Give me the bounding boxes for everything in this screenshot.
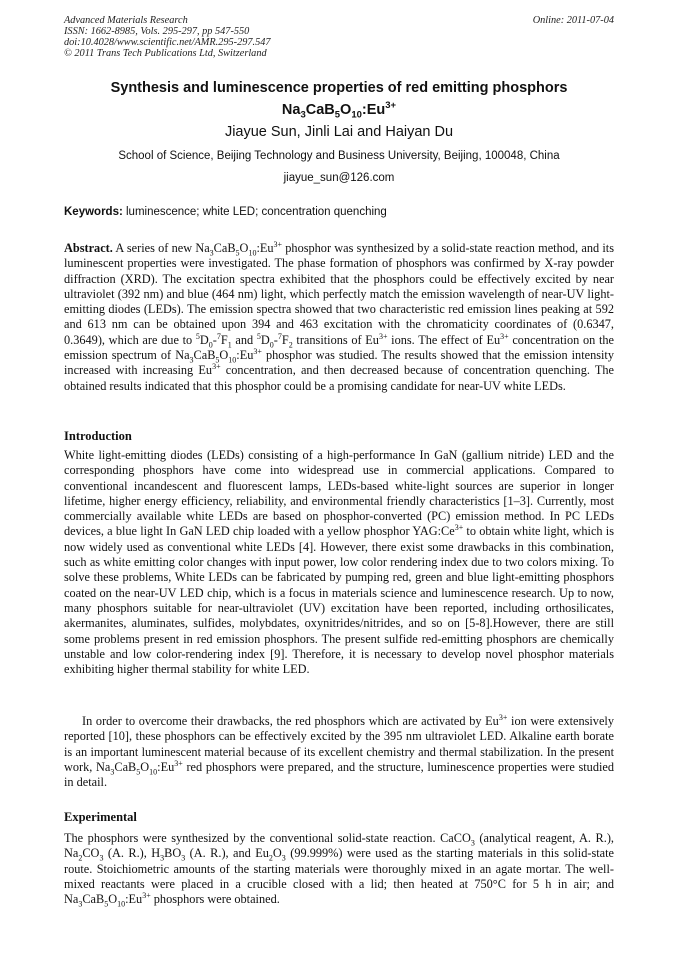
abstract-label: Abstract. (64, 241, 113, 255)
experimental-paragraph: The phosphors were synthesized by the conventional solid-state reaction. CaCO$_3$ (analytical reagent, A. R.), $Na_2CO_3$ (A. R.), $H_3BO_3$ (A. R.), and $Eu_2O_3$ (99.999%) were used as the starting materials in this solid-state route. Stoichiometric amounts of the starting materials were thoroughly mixed in an agate mortar. The well-mixed reactants were placed in a crucible closed with a lid; then heated at 750°C for 5 h in air; and $Na_3CaB_5O_{10}:Eu^{3+}$ phosphors were obtained. (64, 831, 614, 909)
affiliation: School of Science, Beijing Technology and Business University, Beijing, 100048, China (118, 150, 560, 162)
abstract: Abstract. A series of new $Na_3CaB_5O_{10}:Eu^{3+}$ phosphor was synthesized by a solid-state reaction method, and its luminescent properties were investigated. The phase formation of phosphors was confirmed by X-ray powder diffraction (XRD). The excitation spectra exhibited that the phosphors could be effectively excited by near ultraviolet (392 nm) and blue (464 nm) light, which perfectly match the emission wavelength of near-UV light-emitting diodes (LEDs). The emission spectra showed that two characteristic red emission lines peaking at 592 and 613 nm can be obtained upon 394 and 463 excitation with the chromaticity coordinates of (0.6347, 0.3649), which are due to $^5D_0-^7F_1$ and $^5D_0-^7F_2$ transitions of $Eu^{3+}$ ions. The effect of $Eu^{3+}$ concentration on the emission spectrum of $Na_3CaB_5O_{10}:Eu^{3+}$ phosphor was studied. The results showed that the emission intensity increased with increasing $Eu^{3+}$ concentration, and then decreased because of concentration quenching. The obtained results indicated that this phosphor could be a promising candidate for near-UV white LEDs. (64, 239, 615, 393)
keywords (64, 206, 614, 219)
experimental-heading: Experimental (64, 810, 137, 824)
authors: Jiayue Sun, Jinli Lai and Haiyan Du (224, 124, 454, 140)
journal-header (64, 15, 271, 59)
introduction-heading: Introduction (64, 429, 132, 443)
paper-title (64, 80, 614, 124)
issn-line: ISSN: 1662-8985, Vols. 295-297, pp 547-550 (64, 26, 250, 37)
doi-line: doi:10.4028/www.scientific.net/AMR.295-297.547 (64, 37, 271, 48)
introduction-paragraph-2: In order to overcome their drawbacks, the red phosphors which are activated by $Eu^{3+}$ ion were extensively reported [10], these phosphors can be effectively excited by the 395 nm ultraviolet LED. Alkaline earth borate is an important luminescent material because of its excellent chemistry and thermal stabilization. In the present work, $Na_3CaB_5O_{10}:Eu^{3+}$ red phosphors were prepared, and the structure, luminescence properties were studied in detail. (64, 712, 614, 790)
journal-name: Advanced Materials Research (64, 15, 188, 26)
title-formula: $Na_3CaB_5O_{10}:Eu^{3+}$ (281, 100, 397, 121)
copyright-line: © 2011 Trans Tech Publications Ltd, Switzerland (64, 48, 267, 59)
author-email[interactable]: jiayue_sun@126.com (283, 172, 395, 184)
keywords-text: luminescence; white LED; concentration quenching (122, 206, 387, 218)
title-line-1: Synthesis and luminescence properties of red emitting phosphors (110, 80, 568, 96)
online-date: Online: 2011-07-04 (532, 15, 614, 26)
keywords-label: Keywords: (64, 206, 123, 218)
introduction-paragraph-1: White light-emitting diodes (LEDs) consisting of a high-performance In GaN (gallium nitride) LED and the corresponding phosphors have come into widespread use in commercial applications. Compared to conventional incandescent and fluorescent lamps, LEDs-based white-light sources are superior in longer lifetime, higher energy efficiency, reliability, and environmental friendly characteristics [1–3]. Currently, most commercially available white LEDs are based on phosphor-converted (PC) emission method. In PC LEDs devices, a blue light In GaN LED chip loaded with a yellow phosphor $YAG:Ce^{3+}$ to obtain white light, which is now widely used as conventional white LEDs [4]. However, there exist some drawbacks in this combination, such as white emitting color changes with input power, low color rendering index due to two colors mixing. To solve these problems, White LEDs can be fabricated by pumping red, green and blue light-emitting phosphors coated on the near-UV LED chip, which is a focus in materials science and luminescence research. Up to now, many phosphors suitable for near-ultraviolet (UV) excitation have been reported, including orthosilicates, akermanites, aluminates, sulfides, molybdates, oxynitrides/nitrides, and so on [5-8].However, there are still some problems present in red emission phosphors. The present sulfide red-emitting phosphors are chemically unstable and low color-rendering index [9]. Therefore, it is necessary to develop novel phosphor materials exhibiting higher thermal stability for white LED. (64, 448, 614, 677)
